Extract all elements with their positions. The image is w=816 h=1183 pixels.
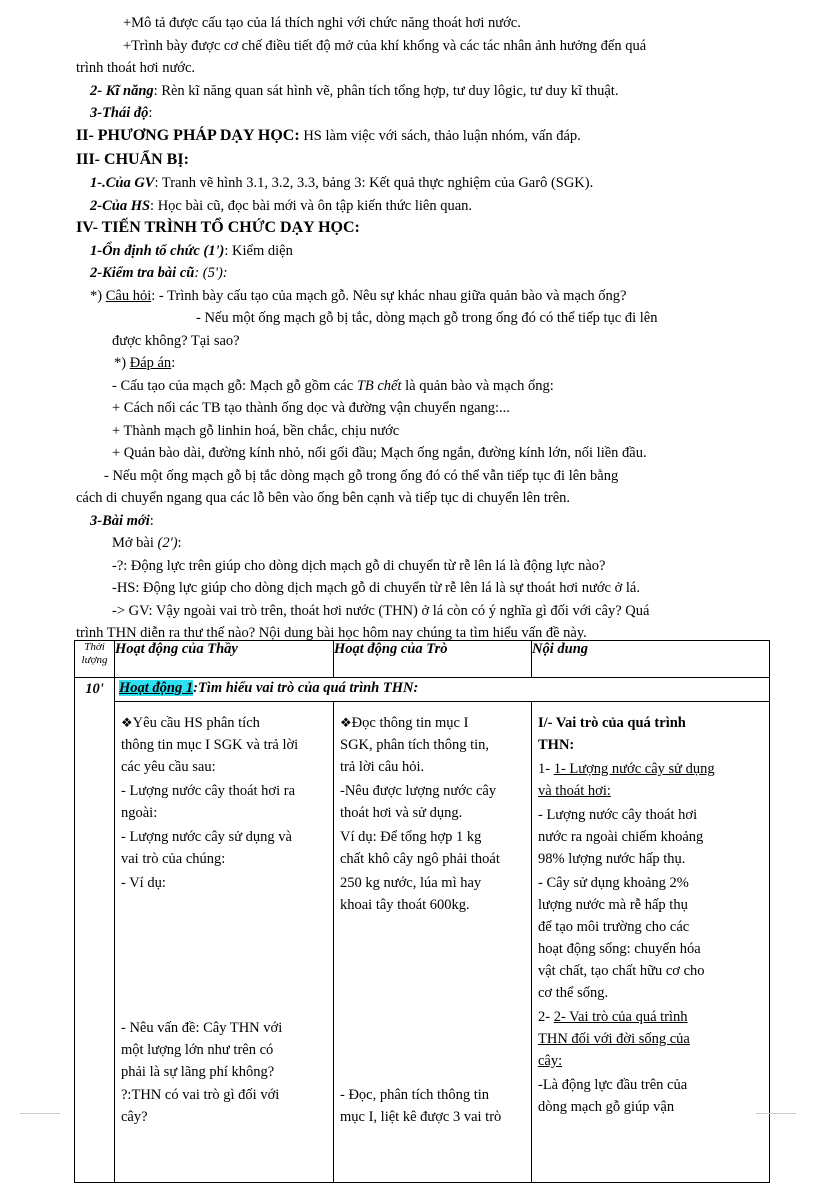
answer-prefix: *) [114, 355, 130, 371]
method-heading: II- PHƯƠNG PHÁP DẠY HỌC: [76, 127, 300, 144]
footer-mark-left [20, 1113, 60, 1114]
header-teacher: Hoạt động của Thầy [115, 641, 334, 678]
student-cell [334, 702, 532, 1183]
header-content: Nội dung [532, 641, 770, 678]
content-line: - Lượng nước cây thoát hơi [538, 807, 698, 823]
method-text: HS làm việc với sách, thảo luận nhóm, vấn đáp. [299, 128, 581, 144]
student-line: chất khô cây ngô phải thoát [340, 851, 500, 867]
content-line: để tạo môi trường cho các [538, 919, 690, 935]
question-prefix: *) [90, 288, 106, 304]
header-student: Hoạt động của Trò [334, 641, 532, 678]
content-line: -Là động lực đầu trên của [538, 1077, 688, 1093]
student-prep-label: 2-Của HS [90, 198, 151, 214]
content-heading: I/- Vai trò của quá trình [538, 715, 686, 731]
answer-line-5: - Nếu một ống mạch gỗ bị tắc dòng mạch gỗ trong ống đó có thể vẫn tiếp tục đi lên bằng [104, 468, 619, 484]
teacher-line: - Lượng nước cây thoát hơi ra [121, 783, 295, 799]
activity-title [115, 678, 770, 702]
teacher-line: một lượng lớn như trên có [121, 1042, 274, 1058]
answer-line [114, 353, 175, 373]
skills-line [90, 81, 618, 101]
answer-colon: : [171, 355, 176, 371]
teacher-line: - Ví dụ: [121, 875, 166, 891]
objective-line-1: +Mô tả được cấu tạo của lá thích nghi với chức năng thoát hơi nước. [123, 15, 521, 31]
answer-line-6: cách di chuyển ngang qua các lỗ bên vào ống bên cạnh và tiếp tục di chuyển lên trên. [76, 490, 571, 506]
objective-line-2: +Trình bày được cơ chế điều tiết độ mở của khí khổng và các tác nhân ảnh hưởng đến quá [123, 38, 647, 54]
student-line: Ví dụ: Để tổng hợp 1 kg [340, 829, 482, 845]
answer-label: Đáp án [129, 355, 172, 371]
row-time: 10' [75, 678, 115, 1183]
attitude-colon: : [148, 105, 153, 121]
content-subheading: và thoát hơi: [538, 783, 611, 799]
question-label: Câu hỏi [105, 288, 152, 304]
content-line: dòng mạch gỗ giúp vận [538, 1099, 675, 1115]
content-line: vật chất, tạo chất hữu cơ cho [538, 963, 705, 979]
content-line: 98% lượng nước hấp thụ. [538, 851, 686, 867]
answer-line-2: + Cách nối các TB tạo thành ống dọc và đường vận chuyển ngang:... [112, 400, 510, 416]
teacher-line: thông tin mục I SGK và trả lời [121, 737, 299, 753]
content-line: - Cây sử dụng khoảng 2% [538, 875, 689, 891]
diamond-arrow-icon: ❖ [121, 715, 133, 730]
teacher-line: ?:THN có vai trò gì đối với [121, 1087, 280, 1103]
opening-answer: -HS: Động lực giúp cho dòng dịch mạch gỗ di chuyển từ rễ lên lá là sự thoát hơi nước ở lá. [112, 580, 640, 596]
teacher-line: - Lượng nước cây sử dụng và [121, 829, 292, 845]
student-prep-line [90, 196, 472, 216]
answer-line-4: + Quản bào dài, đường kính nhỏ, nối gối đầu; Mạch ống ngắn, đường kính lớn, nối liền đầu. [112, 445, 647, 461]
opening-line [112, 533, 182, 553]
student-line: mục I, liệt kê được 3 vai trò [340, 1109, 502, 1125]
question-text: : - Trình bày cấu tạo của mạch gỗ. Nêu sự khác nhau giữa quản bào và mạch ống? [151, 288, 627, 304]
class-order-label: 1-Ổn định tổ chức (1') [90, 243, 225, 259]
teacher-line: - Nêu vấn đề: Cây THN với [121, 1020, 283, 1036]
content-heading: THN: [538, 737, 575, 753]
content-line: lượng nước mà rễ hấp thụ [538, 897, 688, 913]
review-line [90, 263, 228, 283]
activity-highlight: Hoạt động 1 [119, 680, 194, 696]
teacher-prep-line [90, 173, 593, 193]
opening-transition-2: trình THN diễn ra thư thế nào? Nội dung bài học hôm nay chúng ta tìm hiểu vấn đề này. [76, 625, 587, 641]
teacher-line: ❖Yêu cầu HS phân tích [121, 715, 260, 731]
student-line: khoai tây thoát 600kg. [340, 897, 470, 913]
content-line: hoạt động sống: chuyển hóa [538, 941, 701, 957]
activity-title-row [75, 678, 770, 702]
teacher-line: ngoài: [121, 805, 158, 821]
diamond-arrow-icon: ❖ [340, 715, 352, 730]
lesson-table [74, 640, 770, 1183]
question-line [90, 286, 626, 306]
content-subheading: cây: [538, 1053, 563, 1069]
table-header-row [75, 641, 770, 678]
student-line: thoát hơi và sử dụng. [340, 805, 463, 821]
opening-transition-1: -> GV: Vậy ngoài vai trò trên, thoát hơi nước (THN) ở lá còn có ý nghĩa gì đối với cây? Quá [112, 603, 650, 619]
answer-1c: là quản bào và mạch ống: [401, 378, 554, 394]
preparation-heading: III- CHUẨN BỊ: [76, 151, 189, 168]
teacher-cell [115, 702, 334, 1183]
class-order-line [90, 241, 293, 261]
class-order-text: : Kiểm diện [224, 243, 293, 259]
skills-label: 2- Kĩ năng [90, 83, 154, 99]
teacher-prep-text: : Tranh vẽ hình 3.1, 3.2, 3.3, bảng 3: Kết quả thực nghiệm của Garô (SGK). [154, 175, 594, 191]
opening-time: (2') [157, 535, 178, 551]
opening-question: -?: Động lực trên giúp cho dòng dịch mạch gỗ di chuyển từ rễ lên lá là động lực nào? [112, 558, 606, 574]
new-lesson-colon: : [149, 513, 154, 529]
content-line: 1- 1- Lượng nước cây sử dụng [538, 761, 715, 777]
answer-1a: - Cấu tạo của mạch gỗ: Mạch gỗ gồm các [112, 378, 357, 394]
attitude-line [90, 103, 152, 123]
answer-1b: TB chết [356, 378, 402, 394]
content-cell [532, 702, 770, 1183]
answer-line-3: + Thành mạch gỗ linhin hoá, bền chắc, chịu nước [112, 423, 400, 439]
footer-mark-right [756, 1113, 796, 1114]
student-line: trả lời câu hỏi. [340, 759, 425, 775]
new-lesson-line [90, 511, 154, 531]
process-heading: IV- TIẾN TRÌNH TỔ CHỨC DẠY HỌC: [76, 219, 360, 236]
student-line: -Nêu được lượng nước cây [340, 783, 497, 799]
question-line-2: - Nếu một ống mạch gỗ bị tắc, dòng mạch gỗ trong ống đó có thể tiếp tục đi lên [196, 310, 658, 326]
student-line: SGK, phân tích thông tin, [340, 737, 490, 753]
teacher-line: các yêu cầu sau: [121, 759, 216, 775]
content-subheading: 2- Vai trò của quá trình [553, 1009, 688, 1025]
content-line: 2- 2- Vai trò của quá trình [538, 1009, 688, 1025]
content-subheading: THN đối với đời sống của [538, 1031, 690, 1047]
objective-line-3: trình thoát hơi nước. [76, 60, 196, 76]
teacher-prep-label: 1-.Của GV [90, 175, 155, 191]
teacher-line: vai trò của chúng: [121, 851, 226, 867]
teacher-line: phải là sự lãng phí không? [121, 1064, 275, 1080]
activity-body-row [75, 702, 770, 1183]
student-line: - Đọc, phân tích thông tin [340, 1087, 490, 1103]
header-time: Thời lượng [75, 641, 115, 678]
attitude-label: 3-Thái độ [90, 105, 149, 121]
student-line: ❖Đọc thông tin mục I [340, 715, 469, 731]
activity-title-rest: :Tìm hiểu vai trò của quá trình THN: [193, 680, 419, 696]
content-line: cơ thể sống. [538, 985, 609, 1001]
student-prep-text: : Học bài cũ, đọc bài mới và ôn tập kiến thức liên quan. [150, 198, 472, 214]
teacher-line: cây? [121, 1109, 148, 1125]
content-subheading: 1- Lượng nước cây sử dụng [553, 761, 715, 777]
review-label: 2-Kiểm tra bài cũ [90, 265, 195, 281]
method-line [76, 126, 581, 146]
answer-line-1 [112, 376, 554, 396]
question-line-3: được không? Tại sao? [112, 333, 240, 349]
opening-label: Mở bài [112, 535, 158, 551]
skills-text: : Rèn kĩ năng quan sát hình vẽ, phân tích tổng hợp, tư duy lôgic, tư duy kĩ thuật. [153, 83, 619, 99]
content-line: nước ra ngoài chiếm khoảng [538, 829, 704, 845]
student-line: 250 kg nước, lúa mì hay [340, 875, 482, 891]
new-lesson-label: 3-Bài mới [90, 513, 150, 529]
opening-colon: : [177, 535, 182, 551]
review-text: : (5'): [194, 265, 228, 281]
